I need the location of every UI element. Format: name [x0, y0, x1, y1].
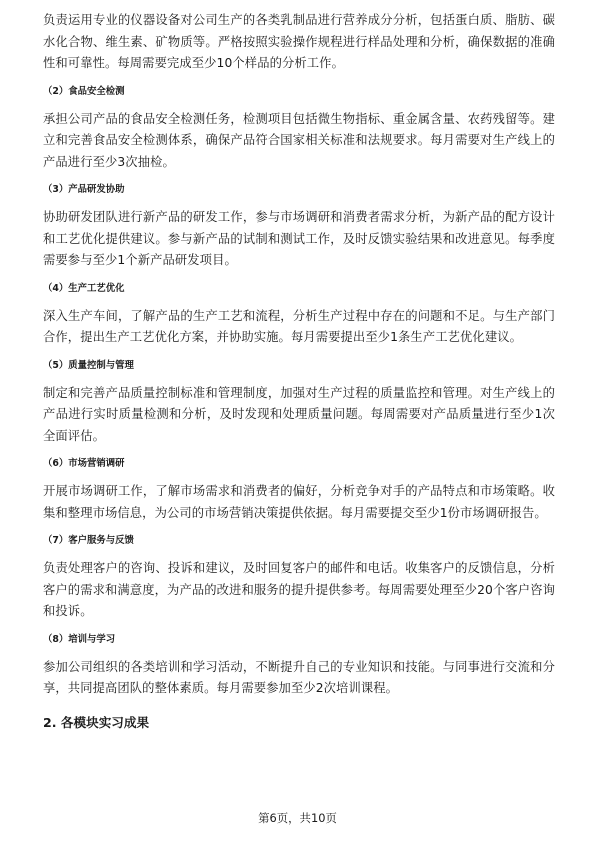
heading-market-research: （6）市场营销调研 — [43, 458, 125, 469]
heading-customer-service: （7）客户服务与反馈 — [43, 535, 134, 546]
paragraph-nutrition-analysis: 负责运用专业的仪器设备对公司生产的各类乳制品进行营养成分分析，包括蛋白质、脂肪、碳水化合物、维生素、矿物质等。严格按照实验操作规程进行样品处理和分析，确保数据的准确性和可靠性。每周需要完成至少10个样品的分析工作。 — [43, 13, 555, 70]
paragraph-training: 参加公司组织的各类培训和学习活动，不断提升自己的专业知识和技能。与同事进行交流和分享，共同提高团队的整体素质。每月需要参加至少2次培训课程。 — [43, 659, 555, 695]
paragraph-process-optimization: 深入生产车间，了解产品的生产工艺和流程，分析生产过程中存在的问题和不足。与生产部门合作，提出生产工艺优化方案，并协助实施。每月需要提出至少1条生产工艺优化建议。 — [43, 308, 555, 344]
heading-quality-control: （5）质量控制与管理 — [43, 359, 134, 371]
paragraph-rd-assist: 协助研发团队进行新产品的研发工作，参与市场调研和消费者需求分析，为新产品的配方设计和工艺优化提供建议。参与新产品的试制和测试工作，及时反馈实验结果和改进意见。每季度需要参与至少1个新产品研发项目。 — [43, 210, 555, 267]
paragraph-quality-control: 制定和完善产品质量控制标准和管理制度，加强对生产过程的质量监控和管理。对生产线上的产品进行实时质量检测和分析，及时发现和处理质量问题。每周需要对产品质量进行至少1次全面评估。 — [43, 385, 555, 443]
heading-rd-assist: （3）产品研发协助 — [43, 184, 125, 195]
heading-food-safety: （2）食品安全检测 — [43, 85, 125, 97]
page-number-footer: 第6页，共10页 — [258, 811, 337, 825]
section-title-internship-results: 2. 各模块实习成果 — [43, 714, 150, 730]
document-body — [43, 10, 555, 732]
paragraph-food-safety: 承担公司产品的食品安全检测任务，检测项目包括微生物指标、重金属含量、农药残留等。建立和完善食品安全检测体系，确保产品符合国家相关标准和法规要求。每月需要对生产线上的产品进行至少3次抽检。 — [43, 111, 555, 169]
heading-process-optimization: （4）生产工艺优化 — [43, 282, 125, 294]
paragraph-customer-service: 负责处理客户的咨询、投诉和建议，及时回复客户的邮件和电话。收集客户的反馈信息，分析客户的需求和满意度，为产品的改进和服务的提升提供参考。每周需要处理至少20个客户咨询和投诉。 — [43, 561, 555, 618]
heading-training: （8）培训与学习 — [43, 633, 116, 645]
paragraph-market-research: 开展市场调研工作，了解市场需求和消费者的偏好，分析竞争对手的产品特点和市场策略。收集和整理市场信息，为公司的市场营销决策提供依据。每月需要提交至少1份市场调研报告。 — [43, 484, 555, 520]
